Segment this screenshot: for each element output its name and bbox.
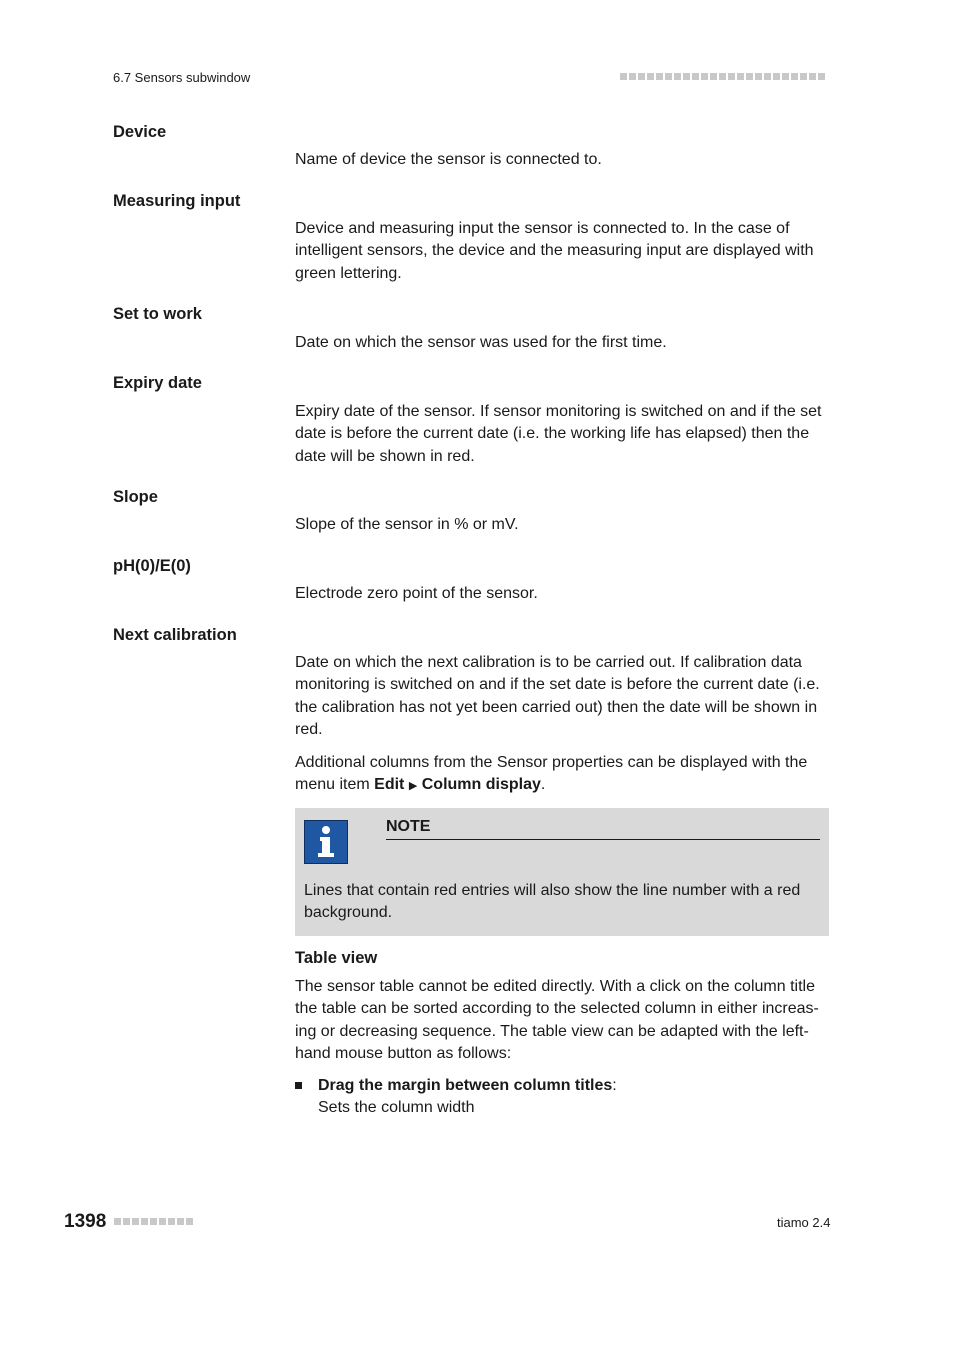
table-view-heading: Table view (295, 949, 378, 967)
desc-set-to-work: Date on which the sensor was used for the first time. (295, 334, 667, 351)
desc-ph0-e0: Electrode zero point of the sensor. (295, 585, 538, 602)
running-header-section: 6.7 Sensors subwindow (113, 70, 251, 85)
note-divider (386, 839, 820, 840)
bullet-title: Drag the margin between column titles (318, 1077, 613, 1094)
footer-decoration-dots (114, 1218, 193, 1225)
term-slope: Slope (113, 488, 158, 506)
menu-item-column-display: Column display (421, 776, 541, 794)
desc-next-calibration: Date on which the next calibration is to be carried out. If calibration data monitoring is switched on and if the set date is before the current date (i.e. the calibration has not yet been carried out) then the date will be shown in red. (295, 654, 820, 739)
note-text: Lines that contain red entries will also show the line number with a red background. (304, 882, 801, 922)
bullet-description: Sets the column width (318, 1099, 475, 1117)
term-measuring-input: Measuring input (113, 192, 241, 210)
desc-expiry-date: Expiry date of the sensor. If sensor monitoring is switched on and if the set date is before the current date (i.e. the working life has elapsed) then the date will be shown in red. (295, 403, 822, 465)
table-view-paragraph: The sensor table cannot be edited directly. With a click on the column title the table can be sorted according to the selected column in either increasing or decreasing sequence. The table view can be adapted with the left-hand mouse button as follows: (295, 978, 819, 1063)
term-expiry-date: Expiry date (113, 374, 202, 392)
bullet-square-icon (295, 1082, 302, 1089)
desc-slope: Slope of the sensor in % or mV. (295, 516, 519, 533)
footer-product: tiamo 2.4 (777, 1215, 831, 1230)
additional-columns-paragraph: Additional columns from the Sensor properties can be displayed with the menu item Edit ▶ Column display. (295, 754, 808, 794)
term-device: Device (113, 123, 167, 141)
term-ph0-e0: pH(0)/E(0) (113, 557, 191, 575)
bullet-item: Drag the margin between column titles: Sets the column width (318, 1077, 617, 1117)
info-icon (304, 820, 348, 864)
note-box (295, 808, 829, 936)
term-next-calibration: Next calibration (113, 626, 237, 644)
term-set-to-work: Set to work (113, 305, 202, 323)
menu-arrow-icon: ▶ (408, 780, 418, 793)
menu-item-edit: Edit (374, 776, 405, 794)
desc-measuring-input: Device and measuring input the sensor is connected to. In the case of intelligent sensors, the device and the measuring input are displayed with green lettering. (295, 220, 814, 282)
note-title: NOTE (386, 818, 431, 835)
page-number: 1398 (64, 1211, 107, 1232)
desc-device: Name of device the sensor is connected to. (295, 151, 602, 168)
header-decoration-dots (620, 73, 825, 80)
